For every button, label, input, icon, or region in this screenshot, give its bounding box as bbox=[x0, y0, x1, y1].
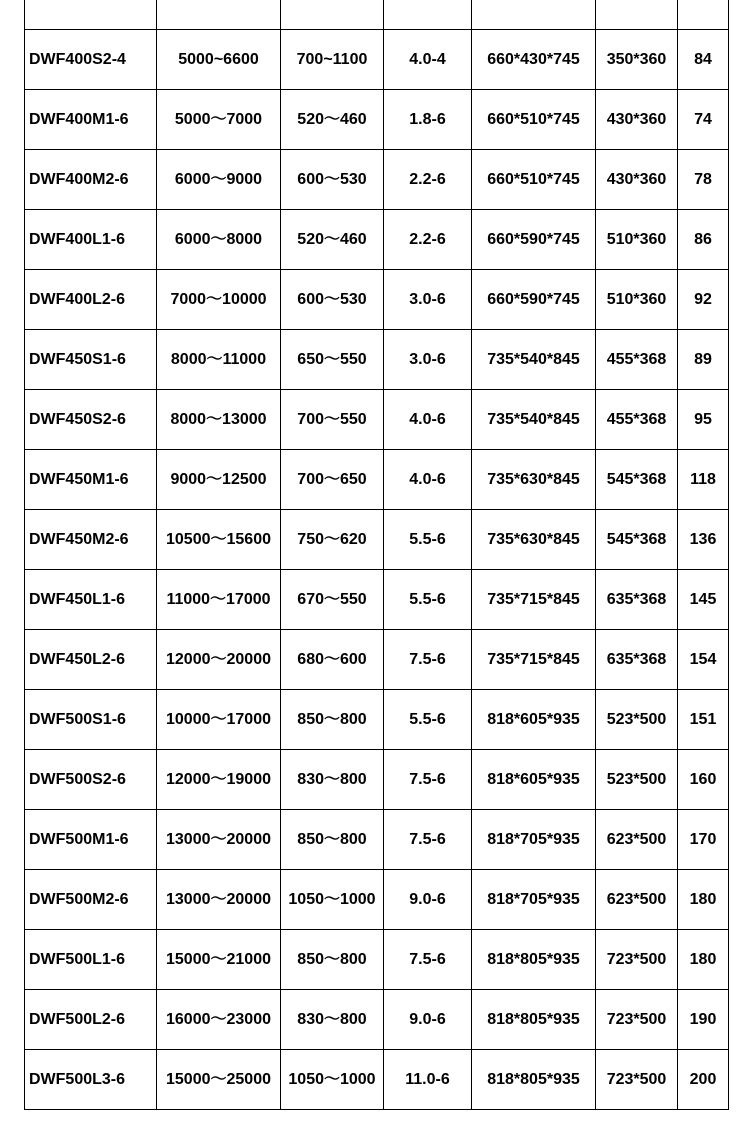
power-cell: 4.0-4 bbox=[384, 30, 472, 90]
airflow-cell: 12000～19000 bbox=[157, 750, 281, 810]
dimensions-cell: 735*715*845 bbox=[472, 570, 596, 630]
dimensions-cell: 735*630*845 bbox=[472, 450, 596, 510]
model-cell: DWF400M2-6 bbox=[25, 150, 157, 210]
power-cell: 3.0-6 bbox=[384, 330, 472, 390]
model-cell: DWF450S2-6 bbox=[25, 390, 157, 450]
inlet-size-cell: 545*368 bbox=[596, 510, 678, 570]
model-cell: DWF450S1-6 bbox=[25, 330, 157, 390]
weight-cell: 190 bbox=[678, 990, 729, 1050]
airflow-cell: 10000～17000 bbox=[157, 690, 281, 750]
dimensions-cell: 818*805*935 bbox=[472, 930, 596, 990]
table-row bbox=[25, 150, 729, 210]
table-row bbox=[25, 390, 729, 450]
inlet-size-cell: 523*500 bbox=[596, 690, 678, 750]
pressure-cell: 670～550 bbox=[281, 570, 384, 630]
table-row bbox=[25, 90, 729, 150]
pressure-cell: 850～800 bbox=[281, 810, 384, 870]
inlet-size-cell: 723*500 bbox=[596, 1050, 678, 1110]
power-cell bbox=[384, 0, 472, 30]
table-row bbox=[25, 930, 729, 990]
dimensions-cell: 818*805*935 bbox=[472, 990, 596, 1050]
table-row bbox=[25, 1050, 729, 1110]
airflow-cell: 9000～12500 bbox=[157, 450, 281, 510]
weight-cell: 89 bbox=[678, 330, 729, 390]
model-cell: DWF500L1-6 bbox=[25, 930, 157, 990]
airflow-cell: 13000～20000 bbox=[157, 810, 281, 870]
airflow-cell: 6000～8000 bbox=[157, 210, 281, 270]
airflow-cell: 15000～25000 bbox=[157, 1050, 281, 1110]
airflow-cell: 16000～23000 bbox=[157, 990, 281, 1050]
table-row bbox=[25, 30, 729, 90]
inlet-size-cell: 455*368 bbox=[596, 390, 678, 450]
pressure-cell: 700～550 bbox=[281, 390, 384, 450]
model-cell: DWF450M1-6 bbox=[25, 450, 157, 510]
table-row bbox=[25, 630, 729, 690]
airflow-cell: 15000～21000 bbox=[157, 930, 281, 990]
weight-cell: 160 bbox=[678, 750, 729, 810]
dimensions-cell bbox=[472, 0, 596, 30]
inlet-size-cell: 723*500 bbox=[596, 990, 678, 1050]
inlet-size-cell: 635*368 bbox=[596, 570, 678, 630]
model-cell: DWF400S2-4 bbox=[25, 30, 157, 90]
weight-cell: 118 bbox=[678, 450, 729, 510]
inlet-size-cell: 723*500 bbox=[596, 930, 678, 990]
weight-cell: 74 bbox=[678, 90, 729, 150]
dimensions-cell: 818*805*935 bbox=[472, 1050, 596, 1110]
pressure-cell: 850～800 bbox=[281, 690, 384, 750]
table-row bbox=[25, 690, 729, 750]
inlet-size-cell: 510*360 bbox=[596, 270, 678, 330]
table-row bbox=[25, 510, 729, 570]
model-cell: DWF500L3-6 bbox=[25, 1050, 157, 1110]
dimensions-cell: 660*510*745 bbox=[472, 150, 596, 210]
power-cell: 11.0-6 bbox=[384, 1050, 472, 1110]
inlet-size-cell bbox=[596, 0, 678, 30]
power-cell: 5.5-6 bbox=[384, 570, 472, 630]
airflow-cell: 5000~6600 bbox=[157, 30, 281, 90]
dimensions-cell: 735*715*845 bbox=[472, 630, 596, 690]
dimensions-cell: 660*590*745 bbox=[472, 270, 596, 330]
pressure-cell: 520～460 bbox=[281, 90, 384, 150]
table-row bbox=[25, 450, 729, 510]
weight-cell: 78 bbox=[678, 150, 729, 210]
power-cell: 7.5-6 bbox=[384, 930, 472, 990]
airflow-cell: 8000～13000 bbox=[157, 390, 281, 450]
pressure-cell: 700~1100 bbox=[281, 30, 384, 90]
table-row bbox=[25, 750, 729, 810]
weight-cell: 145 bbox=[678, 570, 729, 630]
pressure-cell: 830～800 bbox=[281, 990, 384, 1050]
power-cell: 5.5-6 bbox=[384, 690, 472, 750]
airflow-cell: 12000～20000 bbox=[157, 630, 281, 690]
model-cell: DWF400L1-6 bbox=[25, 210, 157, 270]
weight-cell: 170 bbox=[678, 810, 729, 870]
power-cell: 4.0-6 bbox=[384, 450, 472, 510]
dimensions-cell: 660*430*745 bbox=[472, 30, 596, 90]
airflow-cell: 8000～11000 bbox=[157, 330, 281, 390]
dimensions-cell: 735*540*845 bbox=[472, 330, 596, 390]
table-row bbox=[25, 570, 729, 630]
spec-table bbox=[24, 0, 729, 1110]
model-cell: DWF400L2-6 bbox=[25, 270, 157, 330]
dimensions-cell: 735*630*845 bbox=[472, 510, 596, 570]
dimensions-cell: 818*605*935 bbox=[472, 690, 596, 750]
weight-cell: 154 bbox=[678, 630, 729, 690]
pressure-cell: 1050～1000 bbox=[281, 870, 384, 930]
table-row bbox=[25, 870, 729, 930]
pressure-cell: 850～800 bbox=[281, 930, 384, 990]
dimensions-cell: 735*540*845 bbox=[472, 390, 596, 450]
table-row bbox=[25, 330, 729, 390]
pressure-cell: 680～600 bbox=[281, 630, 384, 690]
inlet-size-cell: 350*360 bbox=[596, 30, 678, 90]
weight-cell bbox=[678, 0, 729, 30]
weight-cell: 95 bbox=[678, 390, 729, 450]
inlet-size-cell: 635*368 bbox=[596, 630, 678, 690]
pressure-cell: 830～800 bbox=[281, 750, 384, 810]
airflow-cell: 7000～10000 bbox=[157, 270, 281, 330]
dimensions-cell: 660*510*745 bbox=[472, 90, 596, 150]
model-cell: DWF450L1-6 bbox=[25, 570, 157, 630]
power-cell: 7.5-6 bbox=[384, 630, 472, 690]
dimensions-cell: 818*705*935 bbox=[472, 810, 596, 870]
pressure-cell: 650～550 bbox=[281, 330, 384, 390]
model-cell: DWF400M1-6 bbox=[25, 90, 157, 150]
inlet-size-cell: 510*360 bbox=[596, 210, 678, 270]
pressure-cell bbox=[281, 0, 384, 30]
table-row bbox=[25, 990, 729, 1050]
weight-cell: 180 bbox=[678, 870, 729, 930]
airflow-cell: 5000～7000 bbox=[157, 90, 281, 150]
airflow-cell: 10500～15600 bbox=[157, 510, 281, 570]
dimensions-cell: 660*590*745 bbox=[472, 210, 596, 270]
power-cell: 2.2-6 bbox=[384, 210, 472, 270]
pressure-cell: 700～650 bbox=[281, 450, 384, 510]
weight-cell: 92 bbox=[678, 270, 729, 330]
pressure-cell: 600～530 bbox=[281, 270, 384, 330]
inlet-size-cell: 545*368 bbox=[596, 450, 678, 510]
power-cell: 1.8-6 bbox=[384, 90, 472, 150]
inlet-size-cell: 430*360 bbox=[596, 90, 678, 150]
airflow-cell bbox=[157, 0, 281, 30]
model-cell: DWF450M2-6 bbox=[25, 510, 157, 570]
power-cell: 9.0-6 bbox=[384, 870, 472, 930]
pressure-cell: 520～460 bbox=[281, 210, 384, 270]
pressure-cell: 600～530 bbox=[281, 150, 384, 210]
inlet-size-cell: 455*368 bbox=[596, 330, 678, 390]
model-cell: DWF500M2-6 bbox=[25, 870, 157, 930]
table-row bbox=[25, 210, 729, 270]
model-cell: DWF500L2-6 bbox=[25, 990, 157, 1050]
dimensions-cell: 818*705*935 bbox=[472, 870, 596, 930]
power-cell: 3.0-6 bbox=[384, 270, 472, 330]
model-cell: DWF450L2-6 bbox=[25, 630, 157, 690]
weight-cell: 136 bbox=[678, 510, 729, 570]
weight-cell: 86 bbox=[678, 210, 729, 270]
model-cell: DWF500S1-6 bbox=[25, 690, 157, 750]
airflow-cell: 13000～20000 bbox=[157, 870, 281, 930]
weight-cell: 180 bbox=[678, 930, 729, 990]
power-cell: 7.5-6 bbox=[384, 750, 472, 810]
dimensions-cell: 818*605*935 bbox=[472, 750, 596, 810]
inlet-size-cell: 430*360 bbox=[596, 150, 678, 210]
inlet-size-cell: 623*500 bbox=[596, 870, 678, 930]
airflow-cell: 11000～17000 bbox=[157, 570, 281, 630]
power-cell: 7.5-6 bbox=[384, 810, 472, 870]
model-cell: DWF500M1-6 bbox=[25, 810, 157, 870]
table-row bbox=[25, 270, 729, 330]
inlet-size-cell: 623*500 bbox=[596, 810, 678, 870]
pressure-cell: 1050～1000 bbox=[281, 1050, 384, 1110]
pressure-cell: 750～620 bbox=[281, 510, 384, 570]
power-cell: 2.2-6 bbox=[384, 150, 472, 210]
spec-table-body bbox=[25, 0, 729, 1110]
weight-cell: 84 bbox=[678, 30, 729, 90]
airflow-cell: 6000～9000 bbox=[157, 150, 281, 210]
model-cell: DWF500S2-6 bbox=[25, 750, 157, 810]
weight-cell: 151 bbox=[678, 690, 729, 750]
power-cell: 5.5-6 bbox=[384, 510, 472, 570]
table-row bbox=[25, 810, 729, 870]
table-row bbox=[25, 0, 729, 30]
weight-cell: 200 bbox=[678, 1050, 729, 1110]
model-cell bbox=[25, 0, 157, 30]
inlet-size-cell: 523*500 bbox=[596, 750, 678, 810]
power-cell: 9.0-6 bbox=[384, 990, 472, 1050]
power-cell: 4.0-6 bbox=[384, 390, 472, 450]
